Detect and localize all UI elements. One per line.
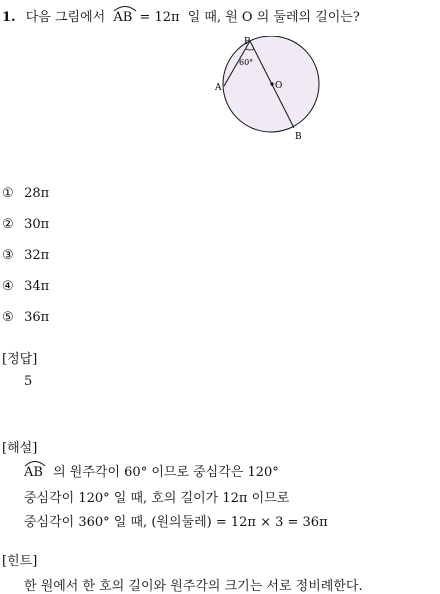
choice-4-text: 34π — [24, 279, 50, 294]
choice-3[interactable] — [2, 248, 49, 263]
choice-4[interactable] — [2, 279, 49, 294]
question-equals: = 12π — [139, 10, 180, 25]
circle-figure — [212, 36, 332, 144]
hint-label: [힌트] — [2, 554, 38, 569]
choice-2-number: ② — [2, 217, 14, 232]
explanation-line-2: 중심각이 120° 일 때, 호의 길이가 12π 이므로 — [24, 491, 290, 506]
question-suffix: 일 때, 원 O 의 둘레의 길이는? — [187, 10, 360, 25]
center-dot — [270, 82, 273, 85]
answer-value: 5 — [24, 374, 33, 389]
label-b: B — [295, 132, 302, 142]
choice-1-number: ① — [2, 186, 14, 201]
choice-5-number: ⑤ — [2, 310, 14, 325]
question-line — [2, 6, 360, 25]
choice-5[interactable] — [2, 310, 49, 325]
choice-5-text: 36π — [24, 310, 50, 325]
answer-label: [정답] — [2, 352, 38, 367]
choice-4-number: ④ — [2, 279, 14, 294]
explanation-label: [해설] — [2, 441, 38, 456]
label-a: A — [215, 83, 222, 93]
choice-1[interactable] — [2, 186, 49, 201]
explanation-line-3: 중심각이 360° 일 때, (원의둘레) = 12π × 3 = 36π — [24, 515, 328, 530]
explanation-arc-ab: AB — [24, 465, 43, 480]
arc-symbol — [112, 4, 138, 12]
choice-2[interactable] — [2, 217, 49, 232]
explanation-line-1 — [24, 461, 279, 480]
choice-1-text: 28π — [24, 186, 50, 201]
explanation-line-1-text: 의 원주각이 60° 이므로 중심각은 120° — [53, 465, 279, 480]
label-angle: 60° — [239, 58, 254, 67]
hint-text: 한 원에서 한 호의 길이와 원주각의 크기는 서로 정비례한다. — [24, 579, 363, 594]
choice-2-text: 30π — [24, 217, 50, 232]
arc-ab-label: AB — [113, 10, 132, 25]
label-p: P — [244, 37, 251, 47]
question-number: 1. — [2, 10, 16, 25]
label-o: O — [275, 81, 283, 91]
arc-symbol-2 — [23, 459, 47, 467]
choice-3-number: ③ — [2, 248, 14, 263]
question-prefix: 다음 그림에서 — [25, 10, 106, 25]
choice-3-text: 32π — [24, 248, 50, 263]
